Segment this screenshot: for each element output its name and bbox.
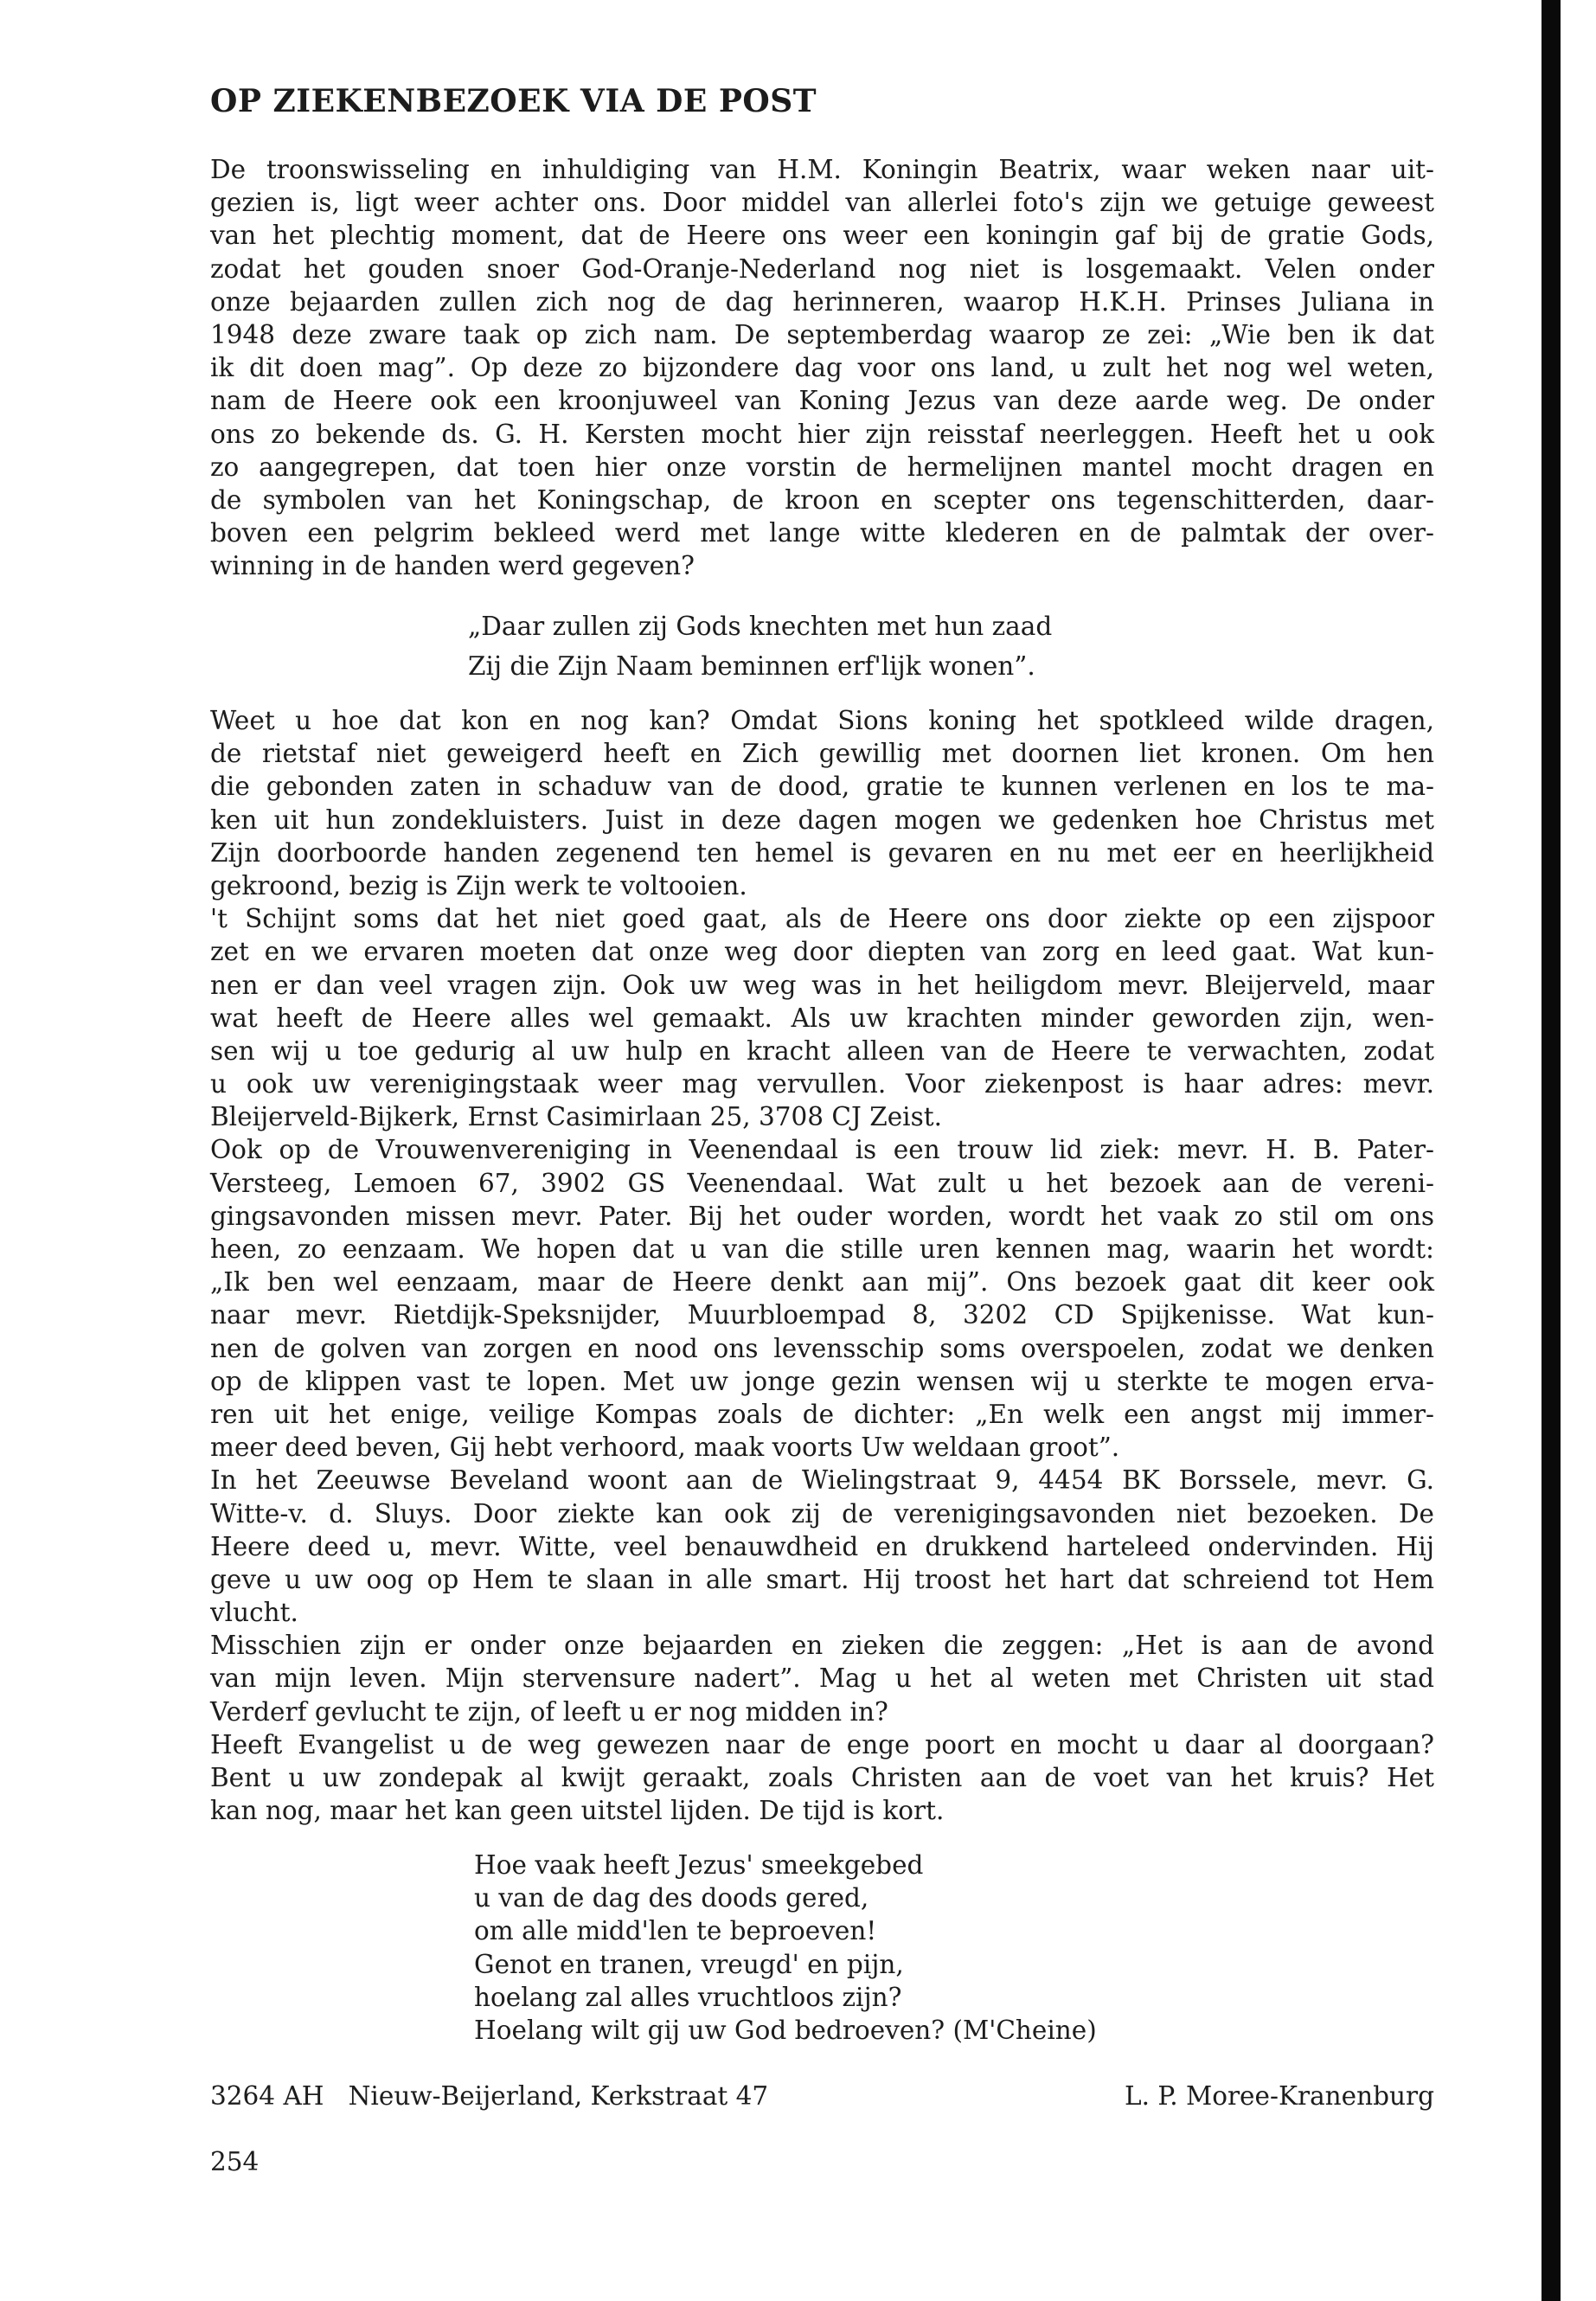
poem-line: Genot en tranen, vreugd' en pijn, — [474, 1949, 904, 1979]
text-line: heen, zo eenzaam. We hopen dat u van die stille uren kennen mag, waarin het wordt: — [210, 1234, 1434, 1264]
author-address: 3264 AH Nieuw-Beijerland, Kerkstraat 47 — [210, 2081, 769, 2111]
text-line: Zijn doorboorde handen zegenend ten hemel is gevaren en nu met eer en heerlijkheid — [210, 837, 1434, 868]
paragraph — [210, 902, 1434, 1133]
text-line: op de klippen vast te lopen. Met uw jonge gezin wensen wij u sterkte te mogen erva- — [210, 1366, 1434, 1396]
text-line: zodat het gouden snoer God-Oranje-Nederland nog niet is losgemaakt. Velen onder — [210, 253, 1434, 284]
text-line: ons zo bekende ds. G. H. Kersten mocht hier zijn reisstaf neerleggen. Heeft het u ook — [210, 419, 1434, 449]
paragraph — [210, 704, 1434, 902]
text-line: Versteeg, Lemoen 67, 3902 GS Veenendaal. Wat zult u het bezoek aan de vereni- — [210, 1168, 1434, 1198]
paragraph — [210, 1464, 1434, 1629]
text-line: boven een pelgrim bekleed werd met lange witte klederen en de palmtak der over- — [210, 518, 1434, 548]
text-line: vlucht. — [210, 1598, 298, 1628]
text-line: In het Zeeuwse Beveland woont aan de Wielingstraat 9, 4454 BK Borssele, mevr. G. — [210, 1465, 1434, 1496]
text-line: De troonswisseling en inhuldiging van H.M. Koningin Beatrix, waar weken naar uit- — [210, 155, 1434, 184]
text-line: 1948 deze zware taak op zich nam. De septemberdag waarop ze zei: „Wie ben ik dat — [210, 319, 1434, 349]
text-line: Weet u hoe dat kon en nog kan? Omdat Sions koning het spotkleed wilde dragen, — [210, 706, 1434, 735]
text-line: geve u uw oog op Hem te slaan in alle smart. Hij troost het hart dat schreiend tot Hem — [210, 1564, 1434, 1594]
text-line: nam de Heere ook een kroonjuweel van Koning Jezus van deze aarde weg. De onder — [210, 386, 1434, 416]
text-line: u ook uw verenigingstaak weer mag vervullen. Voor ziekenpost is haar adres: mevr. — [210, 1069, 1434, 1099]
text-line: Witte-v. d. Sluys. Door ziekte kan ook zij de verenigingsavonden niet bezoeken. De — [210, 1498, 1434, 1529]
text-line: gingsavonden missen mevr. Pater. Bij het ouder worden, wordt het vaak zo stil om ons — [210, 1201, 1434, 1231]
footer — [210, 2080, 1434, 2112]
text-line: zo aangegrepen, dat toen hier onze vorstin de hermelijnen mantel mocht dragen en — [210, 452, 1434, 482]
article-title: OP ZIEKENBEZOEK VIA DE POST — [210, 83, 817, 119]
text-line: Misschien zijn er onder onze bejaarden en zieken die zeggen: „Het is aan de avond — [210, 1631, 1434, 1661]
text-line: de symbolen van het Koningschap, de kroon en scepter ons tegenschitterden, daar- — [210, 484, 1434, 515]
author-name: L. P. Moree-Kranenburg — [1125, 2081, 1434, 2111]
poem-line: hoelang zal alles vruchtloos zijn? — [474, 1982, 902, 2012]
scan-edge-bar — [1542, 0, 1561, 2301]
text-line: Verderf gevlucht te zijn, of leeft u er nog midden in? — [210, 1696, 888, 1727]
text-line: Heere deed u, mevr. Witte, veel benauwdheid en drukkend harteleed ondervinden. Hij — [210, 1531, 1434, 1561]
text-line: „Ik ben wel eenzaam, maar de Heere denkt aan mij”. Ons bezoek gaat dit keer ook — [210, 1267, 1434, 1298]
paragraph — [210, 1728, 1434, 1828]
poem-line: Hoe vaak heeft Jezus' smeekgebed — [474, 1850, 924, 1880]
intro-text — [210, 153, 1434, 582]
text-line: sen wij u toe gedurig al uw hulp en kracht alleen van de Heere te verwachten, zodat — [210, 1035, 1434, 1066]
poem-block — [474, 1849, 1097, 2047]
text-line: 't Schijnt soms dat het niet goed gaat, als de Heere ons door ziekte op een zijspoor — [210, 904, 1434, 934]
poem-line: Hoelang wilt gij uw God bedroeven? (M'Cheine) — [474, 2015, 1097, 2045]
quote-line: „Daar zullen zij Gods knechten met hun zaad — [468, 612, 1053, 641]
text-line: Bent u uw zondepak al kwijt geraakt, zoals Christen aan de voet van het kruis? Het — [210, 1763, 1434, 1792]
text-line: Bleijerveld-Bijkerk, Ernst Casimirlaan 25, 3708 CJ Zeist. — [210, 1102, 942, 1132]
text-line: gezien is, ligt weer achter ons. Door middel van allerlei foto's zijn we getuige geweest — [210, 188, 1434, 218]
page-number: 254 — [210, 2147, 260, 2176]
text-line: kan nog, maar het kan geen uitstel lijden. De tijd is kort. — [210, 1796, 945, 1826]
text-line: ren uit het enige, veilige Kompas zoals de dichter: „En welk een angst mij immer- — [210, 1399, 1434, 1429]
poem-line: u van de dag des doods gered, — [474, 1883, 869, 1913]
text-line: nen de golven van zorgen en nood ons levensschip soms overspoelen, zodat we denken — [210, 1333, 1434, 1363]
text-line: van mijn leven. Mijn stervensure nadert”. Mag u het al weten met Christen uit stad — [210, 1663, 1434, 1694]
text-line: meer deed beven, Gij hebt verhoord, maak voorts Uw weldaan groot”. — [210, 1433, 1120, 1463]
text-line: wat heeft de Heere alles wel gemaakt. Als uw krachten minder geworden zijn, wen- — [210, 1003, 1434, 1033]
text-line: gekroond, bezig is Zijn werk te voltooien. — [210, 870, 747, 901]
paragraph — [210, 153, 1434, 582]
text-line: zet en we ervaren moeten dat onze weg door diepten van zorg en leed gaat. Wat kun- — [210, 937, 1434, 967]
text-line: naar mevr. Rietdijk-Speksnijder, Muurbloempad 8, 3202 CD Spijkenisse. Wat kun- — [210, 1300, 1434, 1330]
text-line: de rietstaf niet geweigerd heeft en Zich gewillig met doornen liet kronen. Om hen — [210, 739, 1434, 769]
text-line: van het plechtig moment, dat de Heere ons weer een koningin gaf bij de gratie Gods, — [210, 221, 1434, 251]
text-line: nen er dan veel vragen zijn. Ook uw weg was in het heiligdom mevr. Bleijerveld, maar — [210, 970, 1434, 1000]
text-line: ik dit doen mag”. Op deze zo bijzondere dag voor ons land, u zult het nog wel weten, — [210, 353, 1434, 383]
text-line: die gebonden zaten in schaduw van de dood, gratie te kunnen verlenen en los te ma- — [210, 772, 1434, 802]
poem-line: om alle midd'len te beproeven! — [474, 1916, 877, 1946]
quote-block — [468, 606, 1052, 686]
text-line: onze bejaarden zullen zich nog de dag herinneren, waarop H.K.H. Prinses Juliana in — [210, 286, 1434, 317]
quote-line: Zij die Zijn Naam beminnen erf'lijk wonen”. — [468, 651, 1035, 681]
paragraph — [210, 1629, 1434, 1728]
text-line: Heeft Evangelist u de weg gewezen naar de enge poort en mocht u daar al doorgaan? — [210, 1729, 1434, 1759]
text-line: ken uit hun zondekluisters. Juist in deze dagen mogen we gedenken hoe Christus met — [210, 804, 1434, 835]
text-line: winning in de handen werd gegeven? — [210, 551, 695, 581]
paragraph — [210, 1133, 1434, 1464]
body-text — [210, 704, 1434, 1827]
text-line: Ook op de Vrouwenvereniging in Veenendaal is een trouw lid ziek: mevr. H. B. Pater- — [210, 1135, 1434, 1165]
